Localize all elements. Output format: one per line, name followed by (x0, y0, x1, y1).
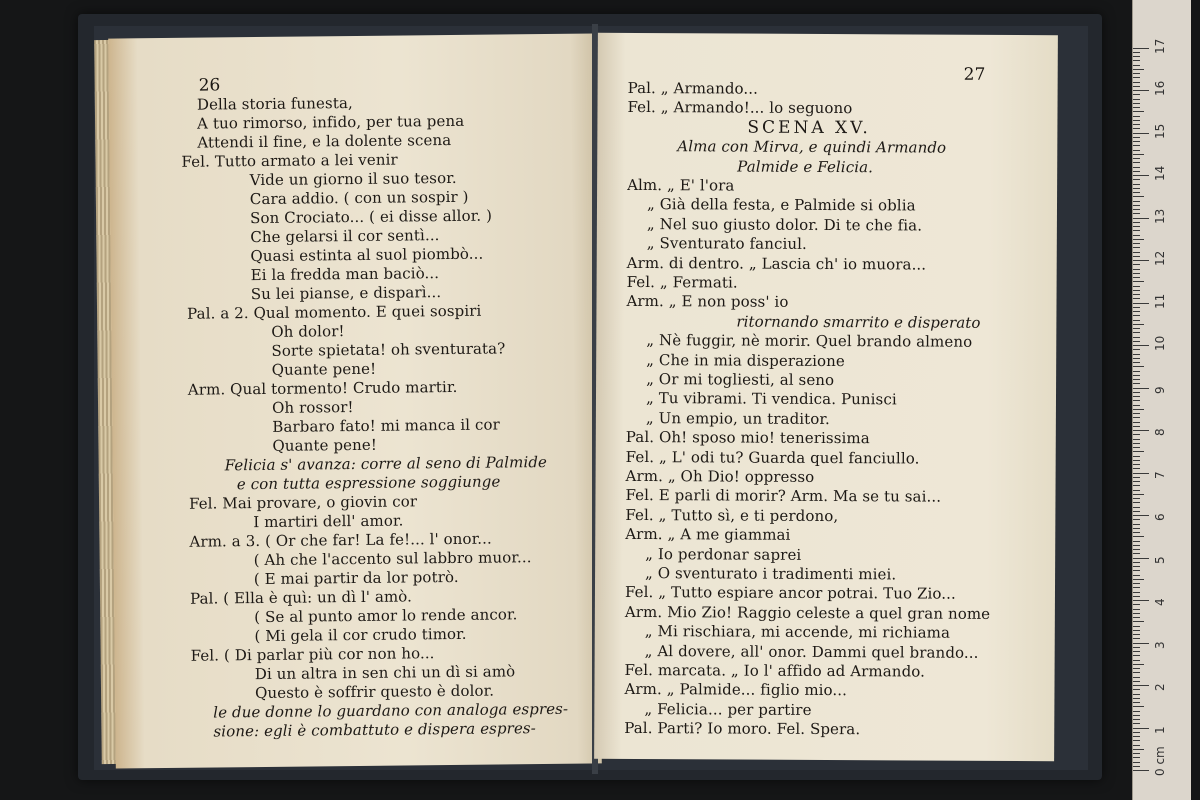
ruler-minor-tick (1133, 519, 1140, 520)
ruler-label: 9 (1153, 385, 1167, 394)
ruler-minor-tick (1133, 439, 1140, 440)
ruler-tick (1133, 685, 1149, 686)
right-text-line: „ Or mi togliesti, al seno (646, 370, 835, 390)
ruler-minor-tick (1133, 532, 1140, 533)
ruler-minor-tick (1133, 587, 1140, 588)
left-text-line: Quante pene! (272, 435, 378, 455)
ruler-minor-tick (1133, 456, 1140, 457)
right-text-line: Pal. „ Armando... (627, 78, 759, 98)
ruler-minor-tick (1133, 383, 1140, 384)
ruler-minor-tick (1133, 111, 1144, 112)
ruler-tick (1133, 388, 1149, 389)
ruler-minor-tick (1133, 460, 1140, 461)
ruler-minor-tick (1133, 281, 1144, 282)
page-number-left: 26 (198, 75, 221, 96)
left-text-line: Vide un giorno il suo tesor. (249, 168, 457, 190)
right-text-line: „ Sventurato fanciul. (646, 234, 807, 254)
left-text-line: Su lei pianse, e disparì... (250, 283, 442, 304)
left-page (108, 33, 602, 768)
left-text-line: Che gelarsi il cor sentì... (250, 226, 440, 247)
ruler-label: 14 (1153, 165, 1167, 181)
ruler-minor-tick (1133, 179, 1140, 180)
left-text-line: Di un altra in sen chi un dì si amò (254, 662, 516, 684)
ruler-minor-tick (1133, 52, 1140, 53)
left-text-line: Barbaro fato! mi manca il cor (272, 415, 500, 436)
right-text-line: Fel. „ Tutto espiare ancor potrai. Tuo Zio... (624, 583, 956, 604)
ruler-label: 6 (1153, 513, 1167, 521)
ruler-tick (1133, 260, 1149, 261)
ruler-minor-tick (1133, 660, 1140, 661)
ruler-minor-tick (1133, 575, 1140, 576)
right-text-line: Alma con Mirva, e quindi Armando (677, 137, 947, 157)
ruler-minor-tick (1133, 239, 1144, 240)
ruler-minor-tick (1133, 196, 1144, 197)
ruler-minor-tick (1133, 511, 1140, 512)
ruler-minor-tick (1133, 213, 1140, 214)
right-text-line: Arm. Mio Zio! Raggio celeste a quel gran nome (624, 602, 991, 623)
ruler-minor-tick (1133, 507, 1140, 508)
ruler-minor-tick (1133, 371, 1140, 372)
measuring-ruler (1132, 0, 1191, 800)
right-text-line: Arm. „ Palmide... figlio mio... (624, 680, 848, 700)
ruler-minor-tick (1133, 609, 1140, 610)
ruler-minor-tick (1133, 230, 1140, 231)
left-text-line: Quasi estinta al suol piombò... (250, 244, 484, 266)
ruler-minor-tick (1133, 749, 1144, 750)
ruler-minor-tick (1133, 154, 1144, 155)
ruler-label: 8 (1153, 428, 1167, 436)
left-text-line: ( Ah che l'accento sul labbro muor... (253, 548, 532, 570)
ruler-minor-tick (1133, 604, 1140, 605)
left-text-line: Sorte spietata! oh sventurata? (271, 339, 506, 360)
ruler-minor-tick (1133, 256, 1140, 257)
right-text-line: Fel. „ Tutto sì, e ti perdono, (625, 505, 839, 525)
ruler-minor-tick (1133, 664, 1144, 665)
ruler-minor-tick (1133, 630, 1140, 631)
ruler-minor-tick (1133, 192, 1140, 193)
ruler-minor-tick (1133, 617, 1140, 618)
ruler-minor-tick (1133, 655, 1140, 656)
ruler-minor-tick (1133, 651, 1140, 652)
right-text-line: Arm. di dentro. „ Lascia ch' io muora... (626, 253, 927, 274)
ruler-minor-tick (1133, 120, 1140, 121)
left-text-line: Son Crociato... ( ei disse allor. ) (249, 206, 493, 228)
ruler-minor-tick (1133, 434, 1140, 435)
ruler-minor-tick (1133, 613, 1140, 614)
ruler-minor-tick (1133, 753, 1140, 754)
left-text-line: Arm. Qual tormento! Crudo martir. (187, 377, 458, 399)
right-text-line: Fel. „ Fermati. (626, 272, 738, 292)
ruler-minor-tick (1133, 158, 1140, 159)
right-text-line: Arm. „ E non poss' io (626, 292, 789, 312)
ruler-minor-tick (1133, 592, 1140, 593)
right-text-line: Fel. „ Armando!... lo seguono (627, 98, 853, 118)
ruler-label: 12 (1153, 250, 1167, 266)
right-text-line: Arm. „ Oh Dio! oppresso (625, 466, 815, 486)
ruler-tick (1133, 430, 1149, 431)
right-text-line: „ Nel suo giusto dolor. Di te che fia. (646, 214, 923, 235)
ruler-minor-tick (1133, 736, 1140, 737)
right-text-line: „ Tu vibrami. Ti vendica. Punisci (645, 389, 897, 409)
right-text-line: Pal. Parti? Io moro. Fel. Spera. (624, 719, 861, 739)
ruler-minor-tick (1133, 481, 1140, 482)
ruler-minor-tick (1133, 528, 1140, 529)
ruler-minor-tick (1133, 141, 1140, 142)
right-text-line: „ Felicia... per partire (644, 699, 812, 719)
right-text-line: „ Un empio, un traditor. (645, 408, 830, 428)
left-text-line: ( E mai partir da lor potrò. (253, 567, 459, 589)
ruler-minor-tick (1133, 307, 1140, 308)
ruler-minor-tick (1133, 596, 1140, 597)
ruler-minor-tick (1133, 672, 1140, 673)
ruler-minor-tick (1133, 677, 1140, 678)
ruler-minor-tick (1133, 324, 1144, 325)
ruler-label: 5 (1153, 555, 1167, 564)
ruler-tick (1133, 48, 1149, 49)
ruler-minor-tick (1133, 150, 1140, 151)
ruler-minor-tick (1133, 732, 1140, 733)
ruler-minor-tick (1133, 269, 1140, 270)
ruler-label: 16 (1153, 80, 1167, 96)
ruler-minor-tick (1133, 498, 1140, 499)
ruler-minor-tick (1133, 740, 1140, 741)
ruler-minor-tick (1133, 277, 1140, 278)
right-text-line: „ Nè fuggir, nè morir. Quel brando almeno (646, 331, 973, 351)
left-text-line: A tuo rimorso, infido, per tua pena (196, 111, 465, 133)
ruler-label: 17 (1153, 38, 1167, 54)
right-text-line: Arm. „ A me giammai (625, 525, 791, 545)
ruler-tick (1133, 643, 1149, 644)
ruler-minor-tick (1133, 579, 1144, 580)
ruler-tick (1133, 218, 1149, 219)
right-text-line: Fel. marcata. „ Io l' affido ad Armando. (624, 660, 926, 681)
ruler-minor-tick (1133, 94, 1140, 95)
ruler-minor-tick (1133, 65, 1140, 66)
ruler-label: 0 cm (1153, 746, 1167, 776)
ruler-minor-tick (1133, 167, 1140, 168)
ruler-minor-tick (1133, 290, 1140, 291)
ruler-minor-tick (1133, 549, 1140, 550)
right-text-line: „ Mi rischiara, mi accende, mi richiama (644, 622, 951, 642)
ruler-minor-tick (1133, 171, 1140, 172)
ruler-minor-tick (1133, 494, 1144, 495)
ruler-minor-tick (1133, 626, 1140, 627)
ruler-minor-tick (1133, 205, 1140, 206)
ruler-minor-tick (1133, 77, 1140, 78)
ruler-minor-tick (1133, 621, 1144, 622)
left-text-line: le due donne lo guardano con analoga espres- (213, 699, 569, 722)
ruler-minor-tick (1133, 145, 1140, 146)
ruler-minor-tick (1133, 162, 1140, 163)
ruler-minor-tick (1133, 264, 1140, 265)
right-text-line: „ Che in mia disperazione (646, 350, 845, 370)
left-text-line: Questo è soffrir questo è dolor. (254, 681, 495, 703)
ruler-minor-tick (1133, 451, 1144, 452)
ruler-minor-tick (1133, 545, 1140, 546)
ruler-minor-tick (1133, 413, 1140, 414)
ruler-minor-tick (1133, 209, 1140, 210)
ruler-label: 1 (1153, 725, 1167, 734)
ruler-minor-tick (1133, 668, 1140, 669)
left-text-line: Fel. Mai provare, o giovin cor (188, 492, 418, 513)
ruler-minor-tick (1133, 99, 1140, 100)
ruler-minor-tick (1133, 298, 1140, 299)
ruler-minor-tick (1133, 366, 1144, 367)
ruler-minor-tick (1133, 116, 1140, 117)
right-text-line: ritornando smarrito e disperato (736, 312, 981, 332)
ruler-minor-tick (1133, 379, 1140, 380)
left-text-line: Pal. a 2. Qual momento. E quei sospiri (186, 301, 482, 323)
ruler-tick (1133, 303, 1149, 304)
ruler-minor-tick (1133, 706, 1144, 707)
ruler-minor-tick (1133, 723, 1140, 724)
ruler-tick (1133, 515, 1149, 516)
ruler-minor-tick (1133, 757, 1140, 758)
ruler-label: 13 (1153, 208, 1167, 224)
right-text-line: SCENA XV. (747, 117, 871, 139)
ruler-minor-tick (1133, 235, 1140, 236)
ruler-minor-tick (1133, 362, 1140, 363)
ruler-minor-tick (1133, 103, 1140, 104)
ruler-minor-tick (1133, 702, 1140, 703)
ruler-tick (1133, 770, 1149, 771)
ruler-minor-tick (1133, 124, 1140, 125)
ruler-tick (1133, 728, 1149, 729)
ruler-minor-tick (1133, 375, 1140, 376)
ruler-tick (1133, 558, 1149, 559)
ruler-minor-tick (1133, 405, 1140, 406)
right-page (594, 33, 1058, 761)
ruler-minor-tick (1133, 396, 1140, 397)
ruler-minor-tick (1133, 477, 1140, 478)
right-text-line: Alm. „ E' l'ora (627, 175, 735, 195)
ruler-minor-tick (1133, 583, 1140, 584)
ruler-minor-tick (1133, 464, 1140, 465)
right-text-line: „ Già della festa, e Palmide si oblia (646, 195, 916, 215)
page-number-right: 27 (963, 64, 986, 85)
ruler-minor-tick (1133, 201, 1140, 202)
ruler-minor-tick (1133, 443, 1140, 444)
left-text-line: Oh rossor! (271, 398, 354, 417)
ruler-minor-tick (1133, 320, 1140, 321)
ruler-label: 4 (1153, 598, 1167, 606)
ruler-minor-tick (1133, 490, 1140, 491)
ruler-minor-tick (1133, 358, 1140, 359)
ruler-minor-tick (1133, 332, 1140, 333)
ruler-tick (1133, 175, 1149, 176)
left-text-line: I martiri dell' amor. (253, 511, 404, 532)
ruler-minor-tick (1133, 60, 1140, 61)
ruler-minor-tick (1133, 570, 1140, 571)
ruler-tick (1133, 90, 1149, 91)
ruler-minor-tick (1133, 422, 1140, 423)
ruler-minor-tick (1133, 536, 1144, 537)
ruler-minor-tick (1133, 311, 1140, 312)
ruler-minor-tick (1133, 273, 1140, 274)
ruler-minor-tick (1133, 417, 1140, 418)
ruler-minor-tick (1133, 349, 1140, 350)
ruler-minor-tick (1133, 341, 1140, 342)
ruler-minor-tick (1133, 638, 1140, 639)
ruler-tick (1133, 473, 1149, 474)
ruler-minor-tick (1133, 719, 1140, 720)
left-text-line: Pal. ( Ella è quì: un dì l' amò. (189, 587, 413, 608)
ruler-minor-tick (1133, 128, 1140, 129)
ruler-minor-tick (1133, 409, 1144, 410)
ruler-tick (1133, 133, 1149, 134)
ruler-minor-tick (1133, 689, 1140, 690)
left-text-line: Arm. a 3. ( Or che far! La fe!... l' onor... (189, 529, 492, 551)
ruler-minor-tick (1133, 247, 1140, 248)
ruler-minor-tick (1133, 188, 1140, 189)
left-text-line: ( Se al punto amor lo rende ancor. (254, 605, 518, 627)
ruler-minor-tick (1133, 553, 1140, 554)
left-text-line: Ei la fredda man baciò... (250, 264, 440, 285)
ruler-minor-tick (1133, 711, 1140, 712)
ruler-minor-tick (1133, 681, 1140, 682)
left-text-line: Felicia s' avanza: corre al seno di Palmide (224, 452, 548, 475)
ruler-minor-tick (1133, 426, 1140, 427)
ruler-minor-tick (1133, 502, 1140, 503)
ruler-minor-tick (1133, 69, 1144, 70)
ruler-minor-tick (1133, 328, 1140, 329)
left-text-line: ( Mi gela il cor crudo timor. (254, 624, 467, 646)
ruler-minor-tick (1133, 566, 1140, 567)
ruler-minor-tick (1133, 252, 1140, 253)
ruler-minor-tick (1133, 524, 1140, 525)
ruler-minor-tick (1133, 56, 1140, 57)
ruler-minor-tick (1133, 634, 1140, 635)
ruler-minor-tick (1133, 485, 1140, 486)
ruler-minor-tick (1133, 447, 1140, 448)
ruler-label: 11 (1153, 293, 1167, 309)
ruler-minor-tick (1133, 541, 1140, 542)
ruler-label: 7 (1153, 470, 1167, 479)
right-text-line: Fel. „ L' odi tu? Guarda quel fanciullo. (625, 447, 920, 468)
left-text-line: Oh dolor! (271, 322, 345, 341)
ruler-minor-tick (1133, 86, 1140, 87)
ruler-minor-tick (1133, 400, 1140, 401)
left-text-line: Della storia funesta, (196, 94, 353, 114)
ruler-minor-tick (1133, 137, 1140, 138)
right-text-line: Palmide e Felicia. (737, 157, 874, 176)
ruler-minor-tick (1133, 226, 1140, 227)
right-text-line: „ Al dovere, all' onor. Dammi quel brando... (644, 641, 979, 662)
ruler-minor-tick (1133, 82, 1140, 83)
ruler-label: 2 (1153, 683, 1167, 691)
left-text-line: e con tutta espressione soggiunge (236, 472, 501, 494)
ruler-minor-tick (1133, 354, 1140, 355)
right-text-line: Pal. Oh! sposo mio! tenerissima (625, 428, 870, 448)
ruler-minor-tick (1133, 694, 1140, 695)
left-text-line: Cara addio. ( con un sospir ) (249, 187, 469, 209)
left-text-line: sione: egli è combattuto e dispera espres- (213, 719, 536, 741)
ruler-tick (1133, 600, 1149, 601)
ruler-minor-tick (1133, 222, 1140, 223)
ruler-minor-tick (1133, 766, 1140, 767)
right-text-line: Fel. E parli di morir? Arm. Ma se tu sai... (625, 486, 942, 506)
left-text-line: Quante pene! (271, 359, 377, 379)
ruler-minor-tick (1133, 562, 1140, 563)
ruler-label: 15 (1153, 123, 1167, 139)
right-text-line: „ Io perdonar saprei (645, 544, 802, 564)
ruler-tick (1133, 345, 1149, 346)
ruler-minor-tick (1133, 392, 1140, 393)
ruler-minor-tick (1133, 762, 1140, 763)
left-text-line: Fel. Tutto armato a lei venir (181, 150, 398, 171)
ruler-minor-tick (1133, 715, 1140, 716)
ruler-minor-tick (1133, 107, 1140, 108)
ruler-minor-tick (1133, 286, 1140, 287)
ruler-minor-tick (1133, 337, 1140, 338)
ruler-minor-tick (1133, 468, 1140, 469)
ruler-minor-tick (1133, 294, 1140, 295)
ruler-minor-tick (1133, 243, 1140, 244)
ruler-label: 3 (1153, 640, 1167, 649)
ruler-minor-tick (1133, 184, 1140, 185)
ruler-minor-tick (1133, 647, 1140, 648)
ruler-minor-tick (1133, 315, 1140, 316)
ruler-minor-tick (1133, 745, 1140, 746)
ruler-minor-tick (1133, 698, 1140, 699)
ruler-minor-tick (1133, 73, 1140, 74)
right-text-line: „ O sventurato i tradimenti miei. (645, 564, 897, 584)
ruler-label: 10 (1153, 335, 1167, 351)
left-text-line: Attendi il fine, e la dolente scena (197, 130, 452, 152)
left-text-line: Fel. ( Di parlar più cor non ho... (190, 644, 435, 665)
